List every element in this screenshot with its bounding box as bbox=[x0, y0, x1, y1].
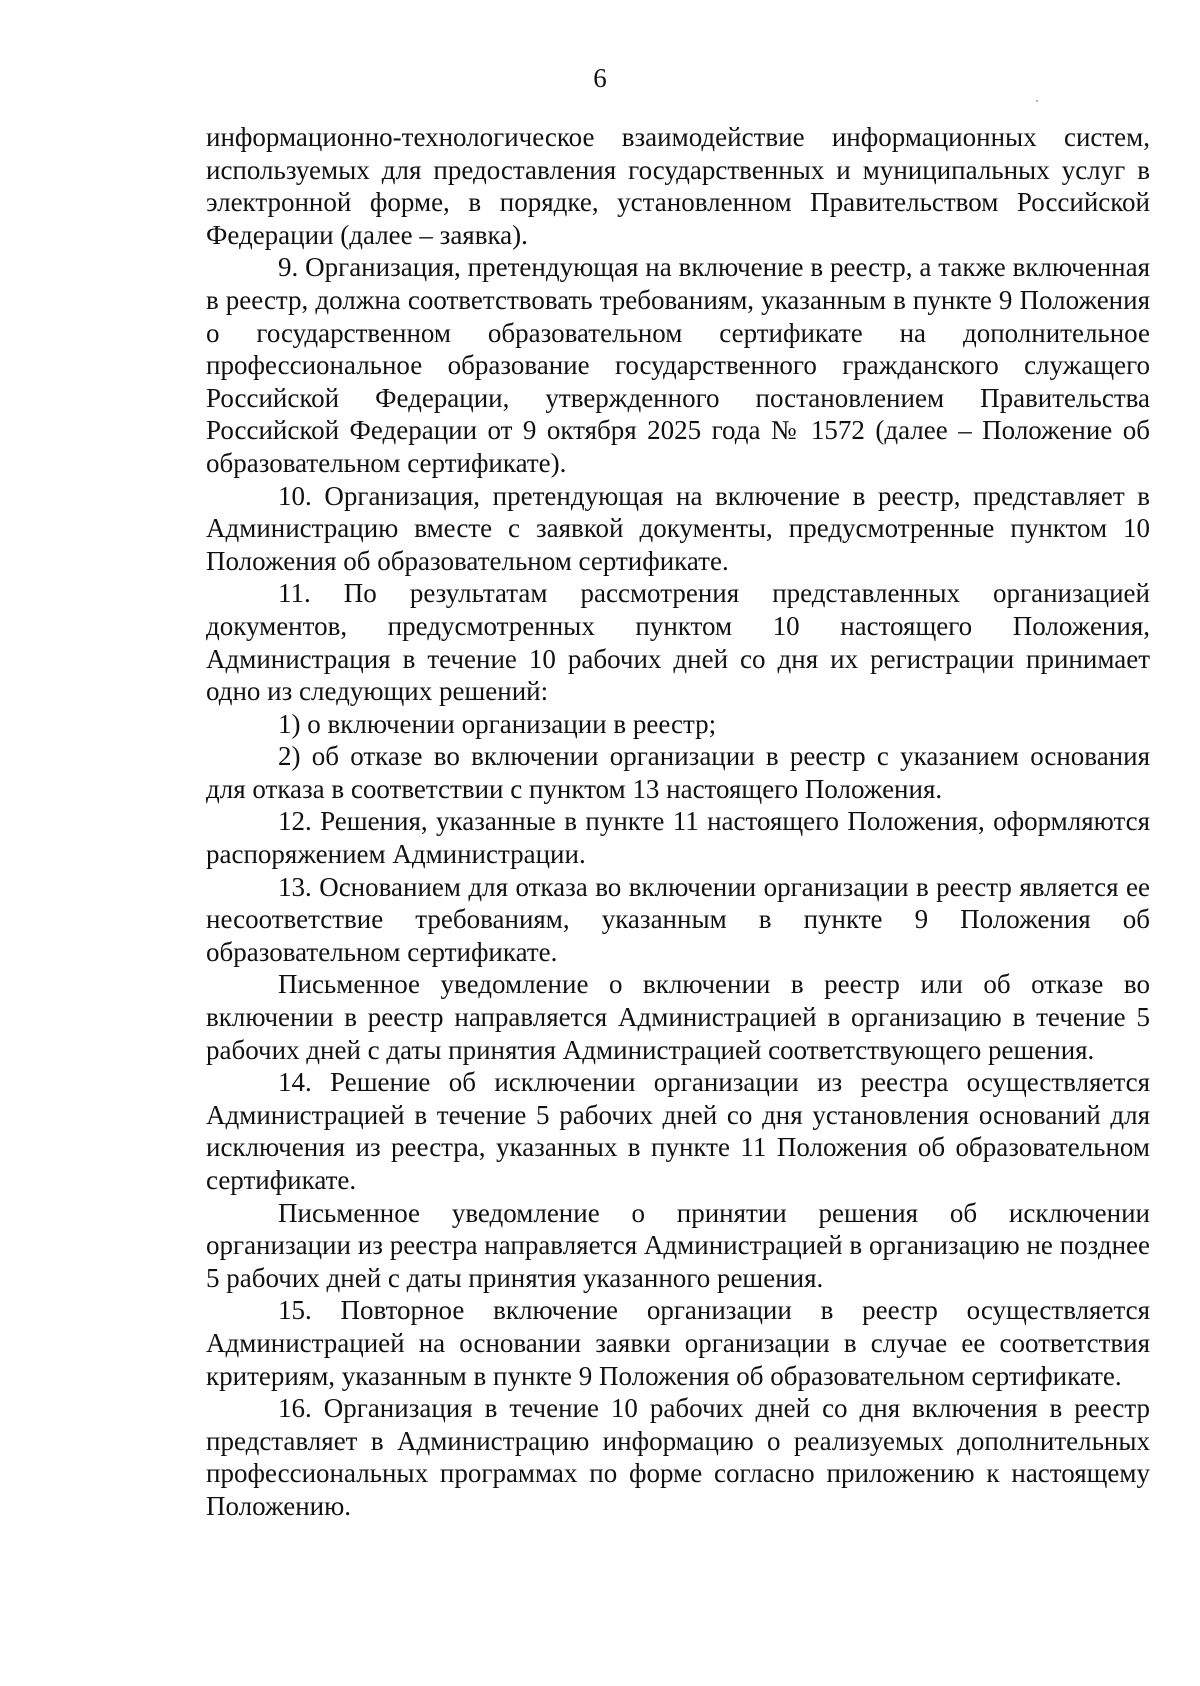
paragraph-item-15: 15. Повторное включение организации в реестр осуществляется Администрацией на основании заявки организации в случае ее соответствия критериям, указанным в пункте 9 Положения об образовательном сертификате. bbox=[206, 1295, 1150, 1391]
paragraph-item-13: 13. Основанием для отказа во включении организации в реестр является ее несоответствие требованиям, указанным в пункте 9 Положения об образовательном сертификате. bbox=[206, 871, 1150, 967]
paragraph-subitem-2: 2) об отказе во включении организации в реестр с указанием основания для отказа в соответствии с пунктом 13 настоящего Положения. bbox=[206, 741, 1150, 804]
paragraph-item-10: 10. Организация, претендующая на включение в реестр, представляет в Администрацию вместе с заявкой документы, предусмотренные пунктом 10 Положения об образовательном сертификате. bbox=[206, 480, 1150, 576]
page-number: 6 bbox=[593, 63, 607, 93]
paragraph-item-9: 9. Организация, претендующая на включение в реестр, а также включенная в реестр, должна соответствовать требованиям, указанным в пункте 9 Положения о государственном образовательном сертификате на дополнительное профессиональное образование государственного гражданского служащего Российской Федерации, утвержденного постановлением Правительства Российской Федерации от 9 октября 2025 года № 1572 (далее – Положение об образовательном сертификате). bbox=[206, 252, 1150, 478]
paragraph-item-16: 16. Организация в течение 10 рабочих дней со дня включения в реестр представляет в Администрацию информацию о реализуемых дополнительных профессиональных программах по форме согласно приложению к настоящему Положению. bbox=[206, 1393, 1150, 1521]
paragraph-subitem-1: 1) о включении организации в реестр; bbox=[278, 708, 717, 739]
paragraph-continuation: информационно-технологическое взаимодействие информационных систем, используемых для предоставления государственных и муниципальных услуг в электронной форме, в порядке, установленном Правительством Российской Федерации (далее – заявка). bbox=[206, 122, 1150, 250]
paragraph-item-11: 11. По результатам рассмотрения представленных организацией документов, предусмотренных пунктом 10 настоящего Положения, Администрация в течение 10 рабочих дней со дня их регистрации принимает одно из следующих решений: bbox=[206, 578, 1150, 707]
scan-speck bbox=[1036, 100, 1038, 102]
paragraph-item-12: 12. Решения, указанные в пункте 11 настоящего Положения, оформляются распоряжением Администрации. bbox=[206, 806, 1150, 870]
paragraph-notice-inclusion: Письменное уведомление о включении в реестр или об отказе во включении в реестр направляется Администрацией в организацию в течение 5 рабочих дней с даты принятия Администрацией соответствующего решения. bbox=[206, 969, 1150, 1065]
paragraph-notice-exclusion: Письменное уведомление о принятии решения об исключении организации из реестра направляется Администрацией в организацию не позднее 5 рабочих дней с даты принятия указанного решения. bbox=[206, 1197, 1150, 1293]
paragraph-item-14: 14. Решение об исключении организации из реестра осуществляется Администрацией в течение 5 рабочих дней со дня установления оснований для исключения из реестра, указанных в пункте 11 Положения об образовательном сертификате. bbox=[206, 1067, 1150, 1195]
document-body bbox=[206, 121, 1150, 1523]
